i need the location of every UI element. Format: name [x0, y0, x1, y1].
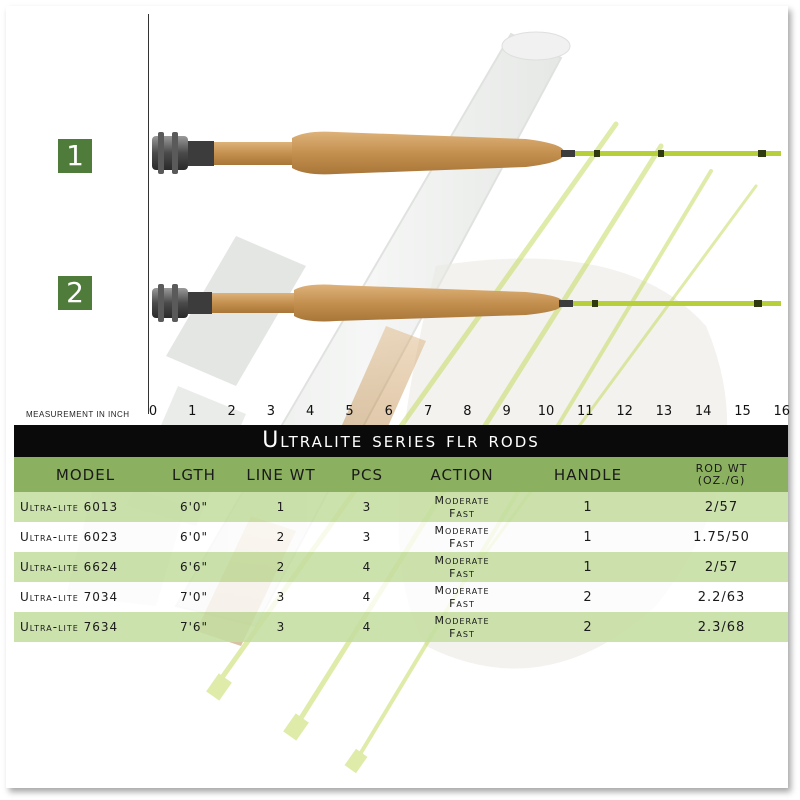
cell-rod-wt: 2.3/68	[697, 619, 746, 635]
cell-line-wt: 2	[276, 560, 286, 574]
action-line-1: Moderate	[434, 554, 490, 567]
table-row	[14, 492, 788, 522]
ruler-tick: 16	[773, 404, 791, 419]
action-line-2: Fast	[449, 627, 475, 640]
cell-model: Ultra-lite 7634	[20, 620, 119, 634]
table-row	[14, 582, 788, 612]
table-row	[14, 612, 788, 642]
header-length: LGTH	[172, 465, 216, 484]
cell-pcs: 3	[362, 530, 372, 544]
cell-rod-wt: 2.2/63	[697, 589, 746, 605]
cell-action	[403, 522, 521, 552]
cell-handle: 1	[583, 559, 593, 575]
cell-pcs: 4	[362, 560, 372, 574]
cell-pcs: 4	[362, 620, 372, 634]
cell-line-wt: 1	[276, 500, 286, 514]
cell-length: 6'0"	[179, 500, 209, 514]
action-line-2: Fast	[449, 507, 475, 520]
ruler-tick: 6	[384, 404, 393, 419]
ruler-tick: 15	[734, 404, 751, 419]
action-line-1: Moderate	[434, 524, 490, 537]
cell-action	[403, 612, 521, 642]
cell-handle: 2	[583, 619, 593, 635]
header-model: MODEL	[55, 465, 116, 484]
ruler-tick: 7	[423, 404, 433, 419]
rod-number-badge-2: 2	[58, 276, 92, 310]
rod-1	[152, 132, 781, 175]
action-line-2: Fast	[449, 597, 475, 610]
table-row	[14, 552, 788, 582]
cell-rod-wt: 2/57	[704, 559, 739, 575]
rod-photo	[6, 6, 788, 788]
header-handle: HANDLE	[553, 465, 623, 484]
ruler-tick: 12	[616, 404, 633, 419]
ruler-caption: MEASUREMENT IN INCH	[26, 410, 130, 419]
cell-length: 7'0"	[179, 590, 209, 604]
table-row	[14, 522, 788, 552]
cell-model: Ultra-lite 7034	[20, 590, 119, 604]
cell-pcs: 3	[362, 500, 372, 514]
cell-model: Ultra-lite 6624	[20, 560, 119, 574]
cell-line-wt: 3	[276, 620, 286, 634]
table-body	[14, 492, 788, 642]
ruler-tick: 11	[577, 404, 594, 419]
cell-handle: 1	[583, 529, 593, 545]
cell-length: 7'6"	[179, 620, 209, 634]
header-action: ACTION	[430, 465, 494, 484]
cell-action	[403, 492, 521, 522]
ruler-tick: 14	[694, 404, 712, 419]
cell-model: Ultra-lite 6023	[20, 530, 119, 544]
cell-model: Ultra-lite 6013	[20, 500, 119, 514]
ruler-tick: 2	[227, 404, 236, 419]
spec-table	[14, 457, 788, 642]
header-pcs: PCS	[350, 465, 384, 484]
ruler-tick: 3	[266, 404, 276, 419]
ruler-vertical-line	[148, 14, 149, 414]
action-line-1: Moderate	[434, 584, 490, 597]
ruler-tick: 5	[345, 404, 354, 419]
cell-line-wt: 2	[276, 530, 286, 544]
ruler-tick: 4	[306, 404, 315, 419]
action-line-2: Fast	[449, 537, 475, 550]
action-line-1: Moderate	[434, 494, 490, 507]
table-header-row	[14, 457, 788, 492]
ruler-scale	[6, 404, 791, 420]
cell-length: 6'0"	[179, 530, 209, 544]
header-line-wt: LINE WT	[246, 465, 316, 484]
header-rod-wt-unit: (OZ./G)	[697, 473, 746, 487]
cell-rod-wt: 2/57	[704, 499, 739, 515]
ruler-tick: 13	[655, 404, 673, 419]
cell-handle: 1	[583, 499, 593, 515]
rod-number-badge-1: 1	[58, 139, 92, 173]
cell-pcs: 4	[362, 590, 372, 604]
action-line-2: Fast	[449, 567, 475, 580]
ruler-tick: 10	[537, 404, 555, 419]
cell-action	[403, 552, 521, 582]
action-line-1: Moderate	[434, 614, 490, 627]
cell-length: 6'6"	[179, 560, 209, 574]
cell-handle: 2	[583, 589, 593, 605]
ruler-tick: 8	[463, 404, 472, 419]
cell-rod-wt: 1.75/50	[693, 529, 750, 545]
ruler-tick: 0	[148, 404, 158, 419]
header-rod-wt-label: ROD WT	[695, 461, 748, 475]
cell-action	[403, 582, 521, 612]
table-title: Ultralite series flr rods	[14, 425, 788, 457]
cell-line-wt: 3	[276, 590, 286, 604]
ruler-tick: 1	[188, 404, 197, 419]
image-frame	[6, 6, 791, 788]
ruler-tick: 9	[502, 404, 511, 419]
header-rod-wt	[655, 457, 788, 492]
